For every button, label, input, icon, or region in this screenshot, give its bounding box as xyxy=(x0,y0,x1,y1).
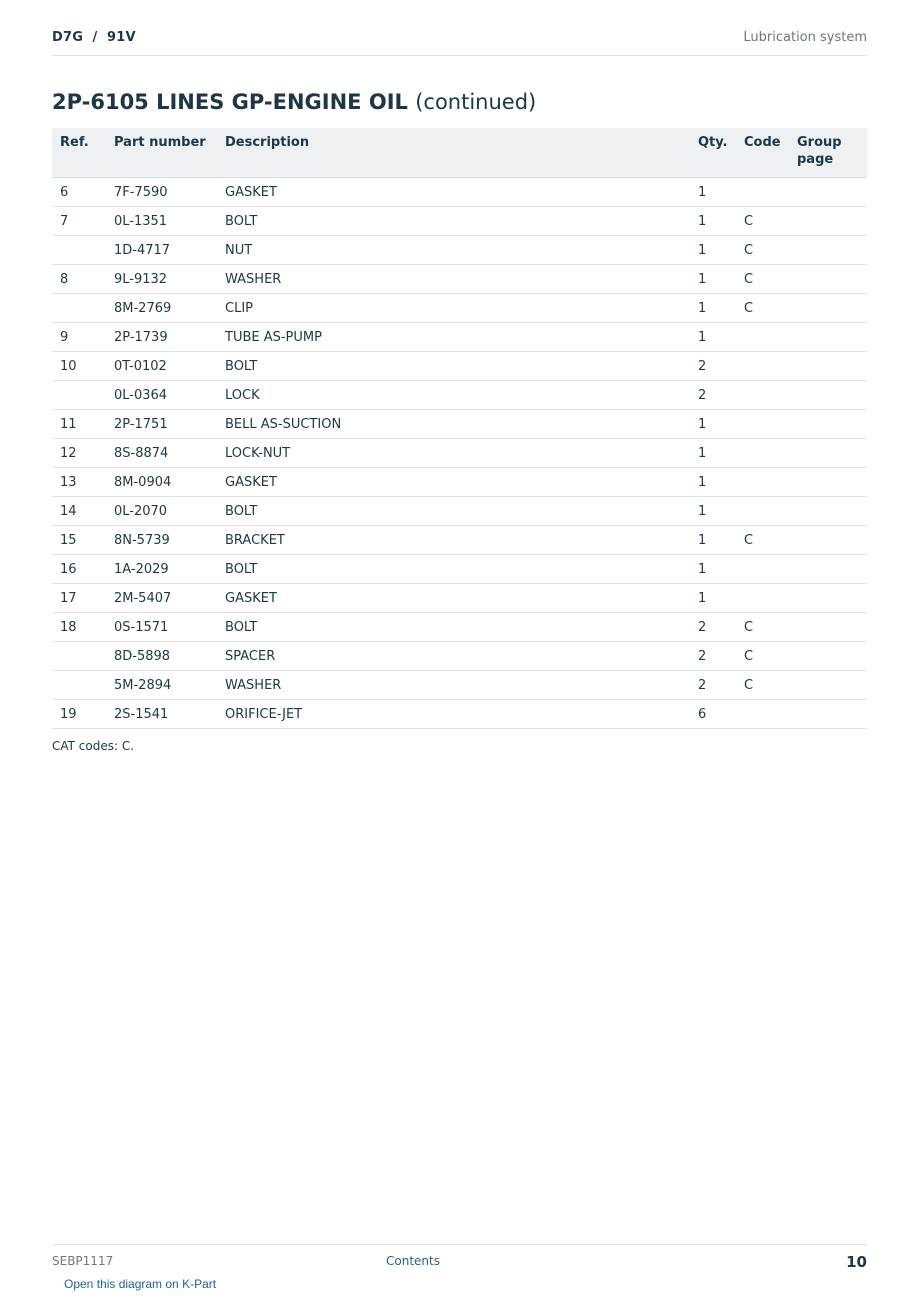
col-header-part-number: Part number xyxy=(106,128,217,178)
row-group-page xyxy=(789,381,867,410)
parts-table xyxy=(52,128,867,729)
table-row xyxy=(52,468,867,497)
row-ref: 7 xyxy=(52,207,106,236)
row-description: GASKET xyxy=(217,178,690,207)
row-code xyxy=(736,381,789,410)
row-description: GASKET xyxy=(217,584,690,613)
row-ref: 18 xyxy=(52,613,106,642)
row-ref: 9 xyxy=(52,323,106,352)
model-label: D7G / 91V xyxy=(52,30,136,45)
page-header xyxy=(52,28,867,56)
table-row xyxy=(52,526,867,555)
row-qty: 6 xyxy=(690,700,736,729)
row-qty: 1 xyxy=(690,323,736,352)
row-part-number: 1A-2029 xyxy=(106,555,217,584)
title-suffix: (continued) xyxy=(415,90,537,114)
row-qty: 2 xyxy=(690,381,736,410)
row-description: WASHER xyxy=(217,265,690,294)
row-group-page xyxy=(789,439,867,468)
row-description: GASKET xyxy=(217,468,690,497)
row-ref: 17 xyxy=(52,584,106,613)
row-description: BOLT xyxy=(217,352,690,381)
table-row xyxy=(52,497,867,526)
row-description: BOLT xyxy=(217,555,690,584)
table-row xyxy=(52,352,867,381)
row-qty: 2 xyxy=(690,352,736,381)
table-row xyxy=(52,381,867,410)
row-code: C xyxy=(736,671,789,700)
row-qty: 2 xyxy=(690,642,736,671)
row-group-page xyxy=(789,352,867,381)
row-part-number: 2P-1739 xyxy=(106,323,217,352)
row-part-number: 0S-1571 xyxy=(106,613,217,642)
row-group-page xyxy=(789,265,867,294)
table-row xyxy=(52,671,867,700)
row-ref: 8 xyxy=(52,265,106,294)
col-header-description: Description xyxy=(217,128,690,178)
row-description: BOLT xyxy=(217,207,690,236)
row-part-number: 8S-8874 xyxy=(106,439,217,468)
table-row xyxy=(52,613,867,642)
row-code: C xyxy=(736,526,789,555)
row-code: C xyxy=(736,294,789,323)
row-description: LOCK-NUT xyxy=(217,439,690,468)
row-description: BELL AS-SUCTION xyxy=(217,410,690,439)
row-description: CLIP xyxy=(217,294,690,323)
row-code xyxy=(736,555,789,584)
parts-table-body xyxy=(52,178,867,729)
row-description: WASHER xyxy=(217,671,690,700)
row-description: ORIFICE-JET xyxy=(217,700,690,729)
row-group-page xyxy=(789,613,867,642)
row-ref: 6 xyxy=(52,178,106,207)
row-qty: 1 xyxy=(690,439,736,468)
row-part-number: 5M-2894 xyxy=(106,671,217,700)
page-footer xyxy=(52,1244,867,1275)
cat-codes-note: CAT codes: C. xyxy=(52,739,135,753)
row-part-number: 2M-5407 xyxy=(106,584,217,613)
row-group-page xyxy=(789,468,867,497)
row-qty: 2 xyxy=(690,613,736,642)
row-group-page xyxy=(789,294,867,323)
row-group-page xyxy=(789,642,867,671)
row-part-number: 8M-2769 xyxy=(106,294,217,323)
table-row xyxy=(52,178,867,207)
row-qty: 1 xyxy=(690,584,736,613)
row-ref xyxy=(52,381,106,410)
table-header-row xyxy=(52,128,867,178)
row-description: BRACKET xyxy=(217,526,690,555)
page-number: 10 xyxy=(846,1253,867,1271)
row-group-page xyxy=(789,207,867,236)
row-code xyxy=(736,439,789,468)
row-part-number: 2P-1751 xyxy=(106,410,217,439)
row-part-number: 0T-0102 xyxy=(106,352,217,381)
row-group-page xyxy=(789,584,867,613)
row-part-number: 0L-0364 xyxy=(106,381,217,410)
row-code: C xyxy=(736,265,789,294)
row-part-number: 1D-4717 xyxy=(106,236,217,265)
row-part-number: 0L-1351 xyxy=(106,207,217,236)
table-row xyxy=(52,642,867,671)
kpart-diagram-link[interactable]: Open this diagram on K-Part xyxy=(64,1277,217,1291)
row-description: BOLT xyxy=(217,613,690,642)
row-part-number: 8D-5898 xyxy=(106,642,217,671)
row-ref: 12 xyxy=(52,439,106,468)
row-code xyxy=(736,410,789,439)
row-code xyxy=(736,352,789,381)
row-group-page xyxy=(789,700,867,729)
row-part-number: 7F-7590 xyxy=(106,178,217,207)
section-label: Lubrication system xyxy=(743,30,867,45)
row-code: C xyxy=(736,642,789,671)
row-ref xyxy=(52,671,106,700)
col-header-group-page: Group page xyxy=(789,128,867,178)
title-main: 2P-6105 LINES GP-ENGINE OIL xyxy=(52,90,408,114)
row-ref xyxy=(52,294,106,323)
table-row xyxy=(52,700,867,729)
row-group-page xyxy=(789,323,867,352)
table-row xyxy=(52,555,867,584)
row-code: C xyxy=(736,236,789,265)
table-row xyxy=(52,584,867,613)
row-ref: 13 xyxy=(52,468,106,497)
row-part-number: 0L-2070 xyxy=(106,497,217,526)
table-row xyxy=(52,294,867,323)
row-description: TUBE AS-PUMP xyxy=(217,323,690,352)
row-qty: 1 xyxy=(690,265,736,294)
row-qty: 1 xyxy=(690,526,736,555)
row-qty: 1 xyxy=(690,555,736,584)
table-row xyxy=(52,265,867,294)
page-title xyxy=(52,90,536,114)
table-row xyxy=(52,236,867,265)
row-ref: 10 xyxy=(52,352,106,381)
row-code xyxy=(736,323,789,352)
document-id: SEBP1117 xyxy=(52,1254,114,1268)
row-description: BOLT xyxy=(217,497,690,526)
row-description: NUT xyxy=(217,236,690,265)
row-part-number: 9L-9132 xyxy=(106,265,217,294)
row-group-page xyxy=(789,671,867,700)
row-qty: 2 xyxy=(690,671,736,700)
table-row xyxy=(52,439,867,468)
col-header-ref: Ref. xyxy=(52,128,106,178)
row-qty: 1 xyxy=(690,178,736,207)
row-code xyxy=(736,497,789,526)
row-qty: 1 xyxy=(690,236,736,265)
row-ref xyxy=(52,236,106,265)
row-description: SPACER xyxy=(217,642,690,671)
row-qty: 1 xyxy=(690,207,736,236)
row-qty: 1 xyxy=(690,294,736,323)
row-code xyxy=(736,468,789,497)
row-code xyxy=(736,700,789,729)
row-part-number: 8N-5739 xyxy=(106,526,217,555)
row-group-page xyxy=(789,178,867,207)
row-code xyxy=(736,178,789,207)
row-group-page xyxy=(789,526,867,555)
row-ref: 16 xyxy=(52,555,106,584)
row-ref: 14 xyxy=(52,497,106,526)
row-group-page xyxy=(789,497,867,526)
row-code: C xyxy=(736,207,789,236)
row-qty: 1 xyxy=(690,468,736,497)
contents-link[interactable]: Contents xyxy=(386,1254,440,1268)
row-qty: 1 xyxy=(690,410,736,439)
table-row xyxy=(52,323,867,352)
table-row xyxy=(52,410,867,439)
row-description: LOCK xyxy=(217,381,690,410)
row-ref: 19 xyxy=(52,700,106,729)
table-row xyxy=(52,207,867,236)
row-group-page xyxy=(789,236,867,265)
row-group-page xyxy=(789,555,867,584)
row-ref: 11 xyxy=(52,410,106,439)
row-part-number: 2S-1541 xyxy=(106,700,217,729)
row-ref: 15 xyxy=(52,526,106,555)
row-group-page xyxy=(789,410,867,439)
col-header-qty: Qty. xyxy=(690,128,736,178)
row-qty: 1 xyxy=(690,497,736,526)
row-code: C xyxy=(736,613,789,642)
row-ref xyxy=(52,642,106,671)
row-code xyxy=(736,584,789,613)
col-header-code: Code xyxy=(736,128,789,178)
row-part-number: 8M-0904 xyxy=(106,468,217,497)
